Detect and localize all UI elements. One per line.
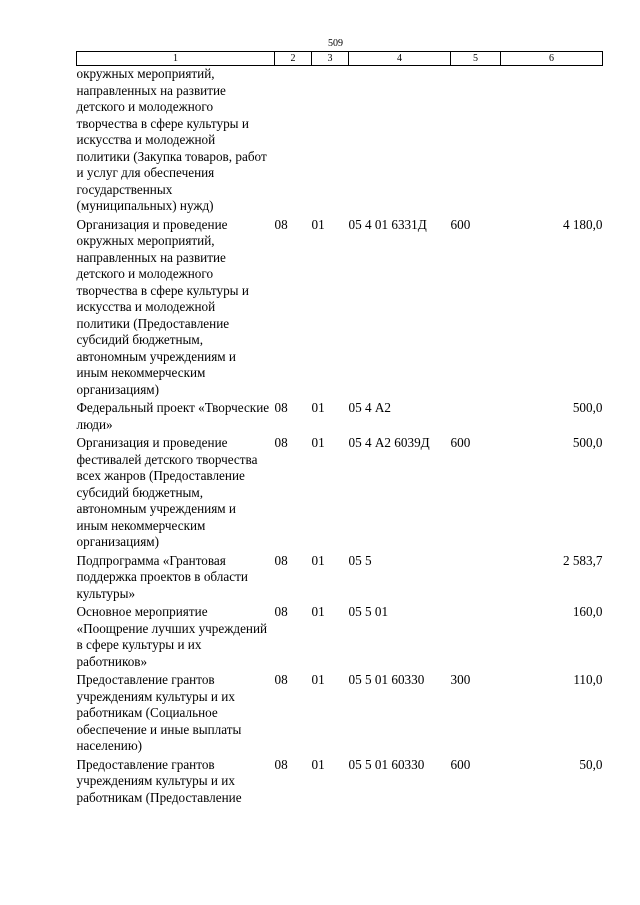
row-target-code: 05 5	[348, 552, 372, 568]
row-section: 08	[274, 604, 288, 619]
row-section: 08	[274, 552, 288, 568]
header-col-3: 3	[312, 52, 349, 66]
row-expense-type: 600	[450, 756, 471, 772]
row-section	[275, 66, 312, 217]
row-amount	[501, 66, 603, 217]
header-col-5: 5	[451, 52, 501, 66]
row-target-code: 05 4 А2 6039Д	[348, 435, 430, 450]
row-subsection: 01	[311, 552, 325, 568]
header-col-6: 6	[501, 52, 603, 66]
row-expense-type: 600	[450, 216, 471, 232]
row-name: Организация и проведение фестивалей детского творчества всех жанров (Предоставление субсидий бюджетным, автономным учреждениям и иным некоммерческим организациям)	[76, 435, 258, 549]
row-name: Основное мероприятие «Поощрение лучших учреждений в сфере культуры и их работников»	[76, 604, 268, 669]
row-section: 08	[274, 400, 288, 415]
row-amount: 50,0	[579, 756, 603, 772]
row-expense-type	[451, 553, 501, 605]
row-name: Организация и проведение окружных мероприятий, направленных на развитие детского и молодежного творчества в сфере культуры и искусства и молодежной политики (Предоставление субсидий бюджетным, автономным учреждениям и иным некоммерческим организациям)	[76, 216, 249, 397]
table-row	[77, 217, 603, 401]
row-amount: 4 180,0	[562, 216, 603, 232]
table-row	[77, 435, 603, 553]
budget-table	[76, 51, 603, 806]
row-subsection: 01	[311, 672, 325, 687]
table-row	[77, 400, 603, 435]
header-col-2: 2	[275, 52, 312, 66]
row-name: Предоставление грантов учреждениям культуры и их работникам (Социальное обеспечение и иные выплаты населению)	[76, 672, 242, 753]
row-name: Федеральный проект «Творческие люди»	[76, 400, 270, 432]
table-row	[77, 604, 603, 672]
row-target-code: 05 5 01	[348, 604, 389, 619]
row-section: 08	[274, 435, 288, 450]
row-name: окружных мероприятий, направленных на развитие детского и молодежного творчества в сфере культуры и искусства и молодежной политики (Закупка товаров, работ и услуг для обеспечения государственных (муниципальных) нужд)	[76, 66, 267, 213]
row-amount: 160,0	[572, 604, 603, 619]
row-subsection: 01	[311, 216, 325, 232]
header-col-1: 1	[77, 52, 275, 66]
header-row	[77, 52, 603, 66]
row-section: 08	[274, 672, 288, 687]
row-expense-type	[451, 400, 501, 435]
row-name: Подпрограмма «Грантовая поддержка проектов в области культуры»	[76, 552, 248, 601]
row-section: 08	[274, 216, 288, 232]
row-target-code: 05 5 01 60330	[348, 756, 425, 772]
row-amount: 110,0	[573, 672, 603, 687]
row-amount: 2 583,7	[562, 552, 603, 568]
row-expense-type: 300	[450, 672, 471, 687]
row-subsection: 01	[311, 400, 325, 415]
row-name: Предоставление грантов учреждениям культуры и их работникам (Предоставление	[76, 756, 242, 805]
table-header	[77, 52, 603, 66]
table-row	[77, 553, 603, 605]
table-row	[77, 66, 603, 217]
row-subsection: 01	[311, 756, 325, 772]
row-section: 08	[274, 756, 288, 772]
table-row	[77, 672, 603, 757]
row-target-code: 05 4 01 6331Д	[348, 216, 427, 232]
table-row	[77, 757, 603, 807]
row-expense-type: 600	[450, 435, 471, 450]
table-body	[77, 66, 603, 807]
row-amount: 500,0	[572, 400, 603, 415]
row-expense-type	[451, 604, 501, 672]
row-subsection: 01	[311, 435, 325, 450]
row-target-code: 05 4 А2	[348, 400, 391, 415]
row-target-code	[349, 66, 451, 217]
row-target-code: 05 5 01 60330	[348, 672, 425, 687]
row-subsection	[312, 66, 349, 217]
header-col-4: 4	[349, 52, 451, 66]
page-number-text: 509	[328, 38, 343, 49]
row-expense-type	[451, 66, 501, 217]
row-subsection: 01	[311, 604, 325, 619]
row-amount: 500,0	[572, 435, 603, 450]
